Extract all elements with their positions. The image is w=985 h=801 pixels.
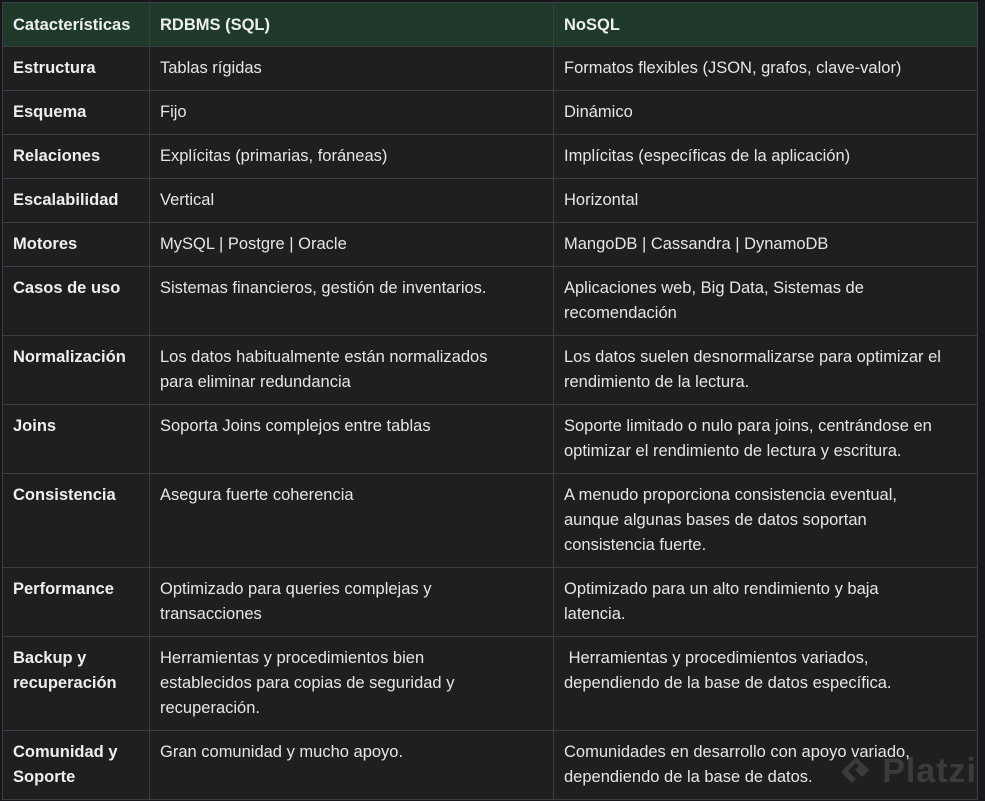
table-row [3,267,978,336]
comparison-table-container [2,2,977,800]
cell-nosql: Aplicaciones web, Big Data, Sistemas de recomendación [554,267,978,336]
table-body [3,47,978,800]
cell-rdbms: Fijo [150,91,554,135]
cell-feature: Performance [3,568,150,637]
cell-rdbms: Sistemas financieros, gestión de inventarios. [150,267,554,336]
cell-nosql: Horizontal [554,179,978,223]
cell-feature: Escalabilidad [3,179,150,223]
cell-feature: Casos de uso [3,267,150,336]
cell-feature: Consistencia [3,474,150,568]
cell-rdbms: MySQL | Postgre | Oracle [150,223,554,267]
cell-rdbms: Los datos habitualmente están normalizados para eliminar redundancia [150,336,554,405]
cell-nosql: Soporte limitado o nulo para joins, centrándose en optimizar el rendimiento de lectura y escritura. [554,405,978,474]
cell-nosql: Optimizado para un alto rendimiento y baja latencia. [554,568,978,637]
cell-rdbms: Gran comunidad y mucho apoyo. [150,731,554,800]
table-row [3,731,978,800]
table-header-row [3,3,978,47]
cell-rdbms: Herramientas y procedimientos bien establecidos para copias de seguridad y recuperación. [150,637,554,731]
header-nosql: NoSQL [554,3,978,47]
table-row [3,135,978,179]
cell-rdbms: Explícitas (primarias, foráneas) [150,135,554,179]
header-rdbms: RDBMS (SQL) [150,3,554,47]
table-row [3,568,978,637]
table-row [3,336,978,405]
cell-nosql: Comunidades en desarrollo con apoyo variado, dependiendo de la base de datos. [554,731,978,800]
cell-nosql: Los datos suelen desnormalizarse para optimizar el rendimiento de la lectura. [554,336,978,405]
cell-nosql: Implícitas (específicas de la aplicación) [554,135,978,179]
cell-feature: Joins [3,405,150,474]
cell-feature: Motores [3,223,150,267]
cell-rdbms: Tablas rígidas [150,47,554,91]
cell-feature: Normalización [3,336,150,405]
table-row [3,91,978,135]
cell-nosql: MangoDB | Cassandra | DynamoDB [554,223,978,267]
header-features: Catacterísticas [3,3,150,47]
table-row [3,474,978,568]
cell-feature: Estructura [3,47,150,91]
table-row [3,47,978,91]
table-row [3,405,978,474]
cell-feature: Esquema [3,91,150,135]
cell-rdbms: Vertical [150,179,554,223]
table-row [3,223,978,267]
cell-nosql: Herramientas y procedimientos variados, dependiendo de la base de datos específica. [554,637,978,731]
cell-nosql: Formatos flexibles (JSON, grafos, clave-valor) [554,47,978,91]
cell-feature: Backup y recuperación [3,637,150,731]
cell-rdbms: Optimizado para queries complejas y transacciones [150,568,554,637]
comparison-table [2,2,978,800]
cell-feature: Comunidad y Soporte [3,731,150,800]
cell-rdbms: Asegura fuerte coherencia [150,474,554,568]
cell-rdbms: Soporta Joins complejos entre tablas [150,405,554,474]
cell-feature: Relaciones [3,135,150,179]
table-row [3,179,978,223]
cell-nosql: Dinámico [554,91,978,135]
cell-nosql: A menudo proporciona consistencia eventual, aunque algunas bases de datos soportan consistencia fuerte. [554,474,978,568]
table-row [3,637,978,731]
